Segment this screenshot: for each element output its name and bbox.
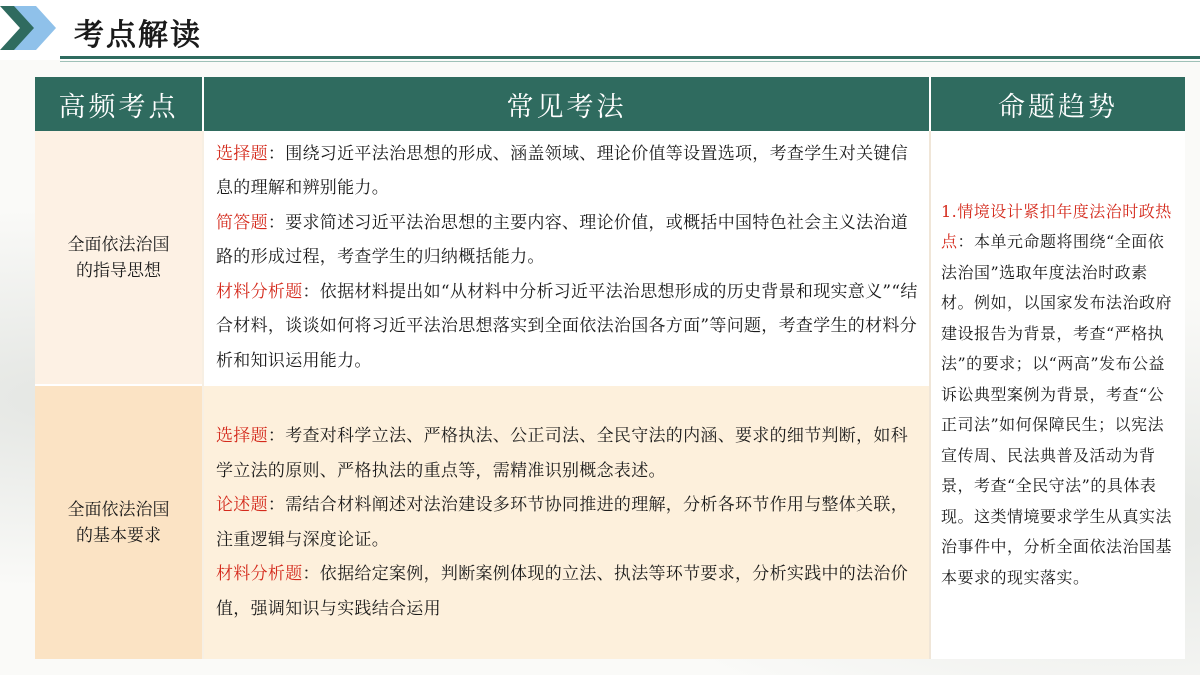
method-label: 材料分析题: [216, 281, 303, 302]
column-header-topic: 高频考点: [35, 77, 203, 131]
method-label: 材料分析题: [216, 564, 303, 584]
topic-cell: [35, 131, 203, 385]
slide-header: [0, 0, 1200, 62]
topic-line: 全面依法治国: [67, 234, 170, 255]
topic-line: 的指导思想: [76, 260, 161, 281]
table-header-row: [35, 77, 1185, 131]
method-label: 论述题: [216, 495, 268, 515]
exam-analysis-table: [35, 77, 1185, 659]
method-label: 选择题: [216, 426, 268, 446]
method-item: [216, 419, 919, 488]
trend-label: 1.情境设计紧扣年度法治时政热点: [941, 201, 1172, 252]
method-item: [216, 488, 919, 557]
method-label: 简答题: [216, 212, 268, 233]
method-item: [216, 557, 919, 626]
topic-line: 全面依法治国: [67, 499, 170, 520]
methods-cell: [203, 131, 930, 385]
method-item: [216, 206, 919, 275]
column-header-methods: 常见考法: [203, 77, 930, 131]
page-title: 考点解读: [74, 18, 202, 53]
topic-line: 的基本要求: [76, 525, 161, 546]
chevron-arrow-icon: [0, 4, 64, 52]
header-divider: [60, 56, 1200, 59]
method-text: ：围绕习近平法治思想的形成、涵盖领域、理论价值等设置选项，考查学生对关键信息的理解和辨别能力。: [216, 143, 909, 199]
method-item: [216, 137, 919, 206]
trend-cell: [930, 131, 1185, 659]
method-text: ：依据给定案例，判断案例体现的立法、执法等环节要求，分析实践中的法治价值，强调知识与实践结合运用: [216, 564, 908, 619]
methods-cell: [203, 385, 930, 659]
method-item: [216, 275, 919, 379]
table-row: [35, 131, 1185, 385]
header-divider-thin: [60, 61, 1200, 62]
trend-text: ：本单元命题将围绕“全面依法治国”选取年度法治时政素材。例如，以国家发布法治政府建设报告为背景，考查“严格执法”的要求；以“两高”发布公益诉讼典型案例为背景，考查“公正司法”如何保障民生；以宪法宣传周、民法典普及活动为背景，考查“全民守法”的具体表现。这类情境要求学生从真实法治事件中，分析全面依法治国基本要求的现实落实。: [941, 232, 1173, 587]
method-label: 选择题: [216, 143, 268, 164]
method-text: ：需结合材料阐述对法治建设多环节协同推进的理解，分析各环节作用与整体关联，注重逻辑与深度论证。: [216, 495, 909, 550]
method-text: ：考查对科学立法、严格执法、公正司法、全民守法的内涵、要求的细节判断，如科学立法的原则、严格执法的重点等，需精准识别概念表述。: [216, 426, 909, 481]
column-header-trend: 命题趋势: [930, 77, 1185, 131]
method-text: ：要求简述习近平法治思想的主要内容、理论价值，或概括中国特色社会主义法治道路的形成过程，考查学生的归纳概括能力。: [216, 212, 909, 268]
topic-cell: [35, 385, 203, 659]
method-text: ：依据材料提出如“从材料中分析习近平法治思想形成的历史背景和现实意义”“结合材料，谈谈如何将习近平法治思想落实到全面依法治国各方面”等问题，考查学生的材料分析和知识运用能力。: [216, 281, 918, 371]
